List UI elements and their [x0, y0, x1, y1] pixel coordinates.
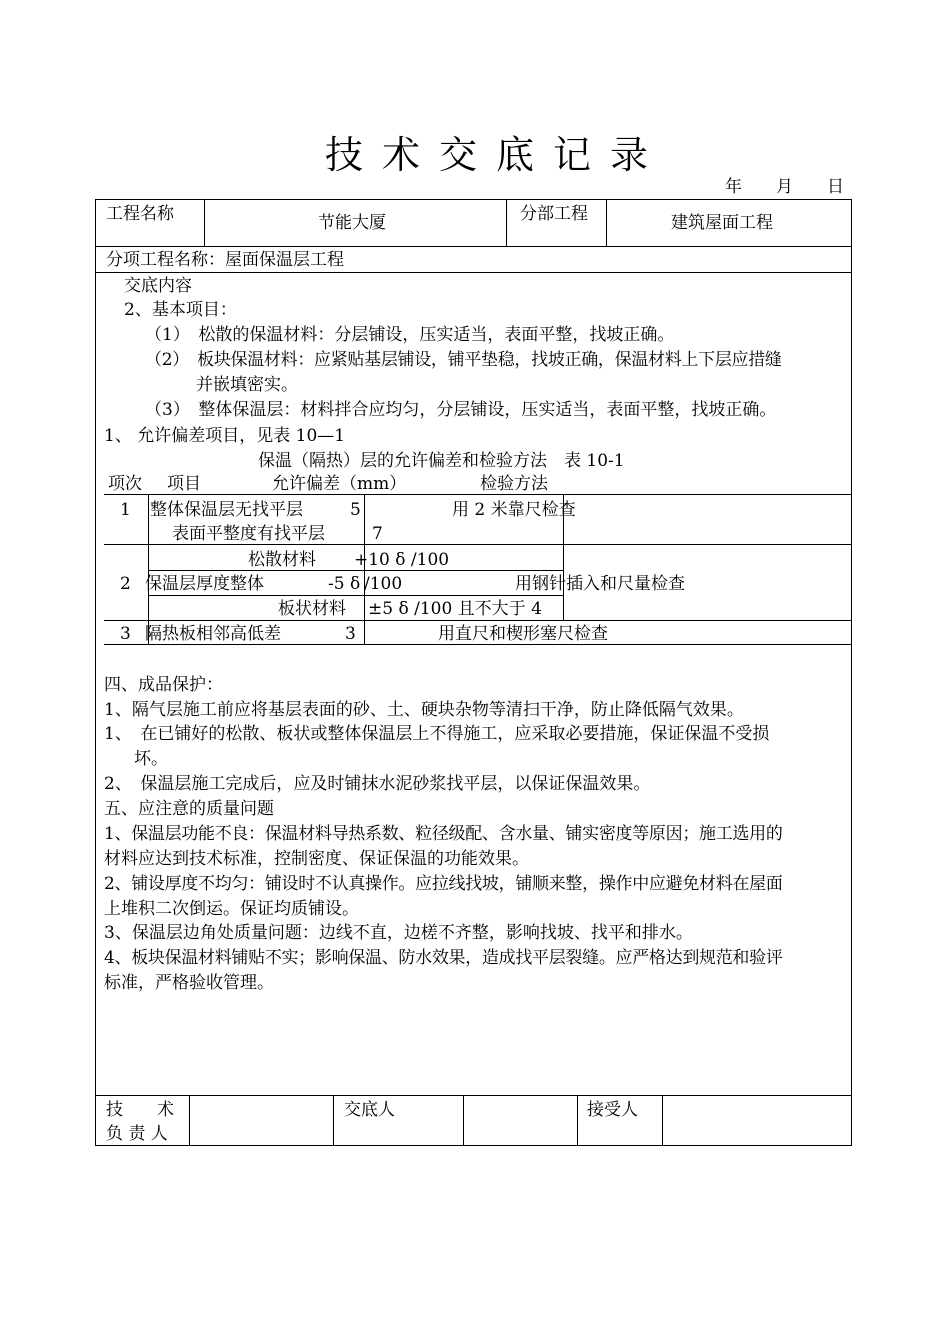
footer-divider: [577, 1095, 578, 1146]
page-title: 技术交底记录: [325, 133, 668, 177]
table-caption: 保温（隔热）层的允许偏差和检验方法 表 10-1: [258, 451, 625, 471]
table-cell-value: -5 δ: [328, 574, 361, 594]
table-cell-value: 7: [372, 524, 383, 544]
quality-item-continued: 上堆积二次倒运。保证均质铺设。: [104, 899, 359, 919]
frame-bottom: [95, 1145, 852, 1146]
header-divider-1: [204, 199, 205, 246]
table-header-method: 检验方法: [480, 474, 548, 494]
header-divider-2: [506, 199, 507, 246]
table-row-number: 3: [120, 624, 131, 644]
protection-title: 四、成品保护：: [104, 675, 223, 695]
tech-responsible-label: 技 术: [106, 1100, 174, 1120]
table-cell-item: 隔热板相邻高低差: [145, 624, 281, 644]
footer-divider: [189, 1095, 190, 1146]
date-line: 年 月 日: [725, 177, 844, 197]
quality-item: 3、保温层边角处质量问题：边线不直，边槎不齐整，影响找坡、找平和排水。: [104, 923, 693, 943]
table-cell-item: 整体保温层无找平层: [150, 500, 303, 520]
basic-item: （1） 松散的保温材料：分层铺设，压实适当，表面平整，找坡正确。: [145, 325, 675, 345]
basic-item: （2） 板块保温材料：应紧贴基层铺设，铺平垫稳，找坡正确，保温材料上下层应措缝: [145, 350, 782, 370]
frame-left: [95, 199, 96, 1146]
protection-item-continued: 坏。: [134, 749, 168, 769]
quality-item: 2、铺设厚度不均匀：铺设时不认真操作。应拉线找坡，铺顺来整，操作中应避免材料在屋面: [104, 874, 783, 894]
table-cell-item: 松散材料: [248, 550, 316, 570]
table-cell-item: 保温层厚度整体: [145, 574, 264, 594]
quality-item: 4、板块保温材料铺贴不实；影响保温、防水效果，造成找平层裂缝。应严格达到规范和验评: [104, 948, 783, 968]
table-cell-value: +10 δ /100: [354, 550, 450, 570]
table-cell-value: 5: [350, 500, 361, 520]
handover-person-label: 交底人: [344, 1100, 395, 1120]
project-name-value: 节能大厦: [318, 213, 386, 233]
table-cell-method: 用直尺和楔形塞尺检查: [438, 624, 608, 644]
header-divider-3: [606, 199, 607, 246]
division-label: 分部工程: [520, 204, 588, 224]
table-header-tolerance: 允许偏差（mm）: [272, 474, 407, 494]
basic-item: （3） 整体保温层：材料拌合应均匀，分层铺设，压实适当，表面平整，找坡正确。: [145, 400, 777, 420]
table-cell-method: 用 2 米靠尺检查: [452, 500, 576, 520]
basic-item-continued: 并嵌填密实。: [196, 375, 298, 395]
footer-top-line: [95, 1095, 852, 1096]
subitem-bottom-line: [95, 272, 852, 273]
basic-items-title: 2、基本项目：: [124, 300, 237, 320]
protection-item: 1、 在已铺好的松散、板状或整体保温层上不得施工，应采取必要措施，保证保温不受损: [104, 724, 770, 744]
footer-divider: [463, 1095, 464, 1146]
content-heading: 交底内容: [124, 276, 192, 296]
table-cell-method: 用钢针插入和尺量检查: [515, 574, 685, 594]
frame-top: [95, 199, 852, 200]
division-value: 建筑屋面工程: [671, 213, 773, 233]
table-cell-value: /100: [364, 574, 403, 594]
table-header-no: 项次: [108, 474, 142, 494]
quality-item-continued: 标准，严格验收管理。: [104, 973, 274, 993]
table-header-item: 项目: [167, 474, 201, 494]
table-cell-value: 3: [345, 624, 356, 644]
tech-responsible-label: 负 责 人: [106, 1124, 168, 1144]
table-cell-value: ±5 δ /100 且不大于 4: [368, 599, 542, 619]
table-row-number: 1: [120, 500, 131, 520]
frame-right: [851, 199, 852, 1146]
header-bottom-line: [95, 246, 852, 247]
table-line: [104, 494, 852, 495]
project-name-label: 工程名称: [106, 204, 174, 224]
quality-item: 1、保温层功能不良：保温材料导热系数、粒径级配、含水量、铺实密度等原因；施工选用的: [104, 824, 783, 844]
protection-item: 2、 保温层施工完成后，应及时铺抹水泥砂浆找平层，以保证保温效果。: [104, 774, 651, 794]
subitem-name: 分项工程名称：屋面保温层工程: [106, 250, 344, 270]
quality-title: 五、应注意的质量问题: [104, 799, 274, 819]
footer-divider: [333, 1095, 334, 1146]
tolerance-title: 1、 允许偏差项目，见表 10—1: [104, 426, 346, 446]
quality-item-continued: 材料应达到技术标准，控制密度、保证保温的功能效果。: [104, 849, 529, 869]
table-cell-item: 表面平整度有找平层: [172, 524, 325, 544]
protection-item: 1、隔气层施工前应将基层表面的砂、土、硬块杂物等清扫干净，防止降低隔气效果。: [104, 700, 744, 720]
table-row-number: 2: [120, 574, 131, 594]
table-cell-item: 板状材料: [278, 599, 346, 619]
footer-divider: [662, 1095, 663, 1146]
receiver-label: 接受人: [587, 1100, 638, 1120]
